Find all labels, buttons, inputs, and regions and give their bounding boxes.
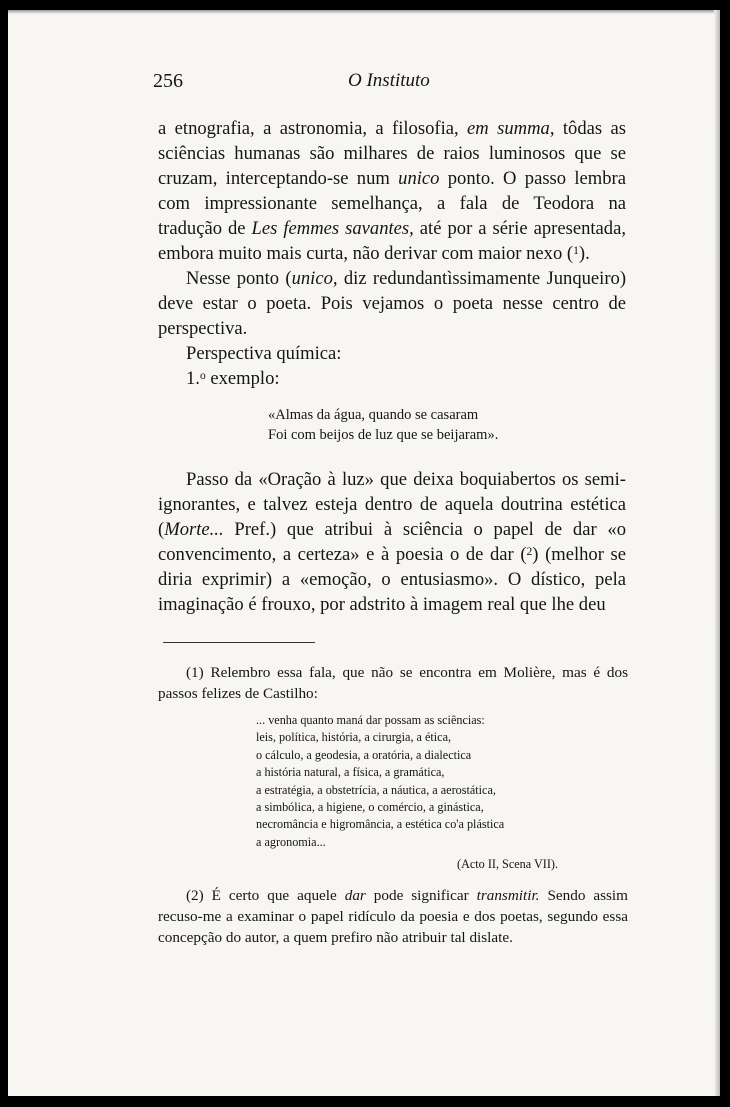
footnote-separator [163,642,315,643]
verse-line: «Almas da água, quando se casaram [268,407,479,423]
footnotes [158,662,628,948]
page-number: 256 [153,70,183,92]
footnote-1: (1) Relembro essa fala, que não se encontra em Molière, mas é dos passos felizes de Castilho: [158,664,628,702]
paragraph: Nesse ponto (unico, diz redundantìssimamente Junqueiro) deve estar o poeta. Pois vejamos o poeta nesse centro de perspectiva. [158,268,627,339]
book-page [8,10,720,1096]
footnote-2: (2) É certo que aquele dar pode significar transmitir. Sendo assim recuso-me a examinar o papel ridículo da poesia e dos poetas, segundo essa concepção do autor, a quem prefiro não atribuir tal dislate. [158,887,628,947]
page-edge-shadow [8,10,720,14]
running-title: O Instituto [348,70,430,91]
verse-citation: (Acto II, Scena VII). [457,857,558,872]
paragraph: 1.$^o$ exemplo: [186,368,280,389]
verse-line: leis, política, história, a cirurgia, a ética, [256,730,452,745]
verse-line: Foi com beijos de luz que se beijaram». [268,427,499,443]
verse-line: a história natural, a física, a gramática, [256,765,445,780]
footnote-verse [256,712,628,851]
paragraph: a etnografia, a astronomia, a filosofia, em summa, tôdas as sciências humanas são milhares de raios luminosos que se cruzam, interceptando-se num unico ponto. O passo lembra com impressionante semelhança, a fala de Teodora na tradução de Les femmes savantes, até por a série apresentada, embora muito mais curta, não derivar com maior nexo ($^1$). [158,118,626,264]
paragraph: Perspectiva química: [186,343,342,364]
verse-line: necromância e higromância, a estética co'a plástica [256,817,505,832]
page-edge-shadow-right [714,10,720,1096]
verse-line: ... venha quanto maná dar possam as sciências: [256,713,485,727]
verse-line: a estratégia, a obstetrícia, a náutica, a aerostática, [256,782,496,797]
verse-quote [268,405,626,445]
main-text [158,116,626,617]
verse-line: a simbólica, a higiene, o comércio, a ginástica, [256,800,484,815]
paragraph: Passo da «Oração à luz» que deixa boquiabertos os semi-ignorantes, e talvez esteja dentro de aquela doutrina estética (Morte... Pref.) que atribui à sciência o papel de dar «o convencimento, a certeza» e à poesia o de dar ($^2$) (melhor se diria exprimir) a «emoção, o entusiasmo». O dístico, pela imaginação é frouxo, por adstrito à imagem real que lhe deu [158,469,627,615]
verse-line: o cálculo, a geodesia, a oratória, a dialectica [256,747,472,762]
footnote-ref: 2 [526,545,533,558]
verse-line: a agronomia... [256,834,326,849]
footnote-ref: 1 [573,244,579,257]
running-header [8,70,720,100]
